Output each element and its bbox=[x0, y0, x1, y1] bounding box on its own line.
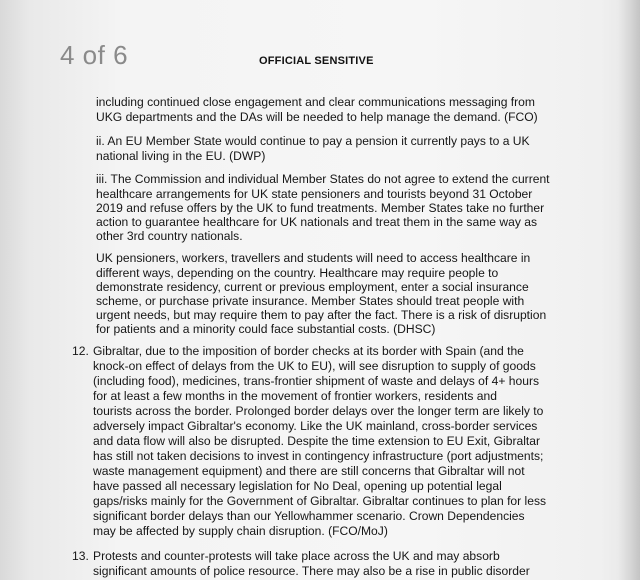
text-line: UK pensioners, workers, travellers and students will need to access healthcare in bbox=[96, 251, 531, 265]
text-line: 2019 and refuse offers by the UK to fund treatments. Member States take no further bbox=[96, 201, 545, 215]
text-line: healthcare arrangements for UK state pensioners and tourists beyond 31 October bbox=[96, 187, 533, 201]
text-line: for patients and a minority could face substantial costs. (DHSC) bbox=[96, 322, 436, 336]
text-line: national living in the EU. (DWP) bbox=[96, 149, 266, 163]
text-line: for at least a few months in the movement of frontier workers, residents and bbox=[93, 389, 497, 403]
text-line: adversely impact Gibraltar's economy. Like the UK mainland, cross-border services bbox=[93, 419, 538, 433]
text-line: and data flow will also be disrupted. Despite the time extension to EU Exit, Gibraltar bbox=[93, 434, 541, 448]
text-line: (including food), medicines, trans-frontier shipment of waste and delays of 4+ hours bbox=[93, 374, 540, 388]
classification-header: OFFICIAL SENSITIVE bbox=[259, 55, 374, 67]
text-line: has still not taken decisions to invest in contingency infrastructure (port adjustments; bbox=[93, 449, 544, 463]
text-line: Gibraltar, due to the imposition of border checks at its border with Spain (and the bbox=[93, 344, 524, 358]
text-line: including continued close engagement and clear communications messaging from bbox=[96, 95, 535, 109]
page-counter: 4 of 6 bbox=[60, 40, 129, 70]
text-line: scheme, or purchase private insurance. Member States should treat people with bbox=[96, 294, 525, 308]
text-line: urgent needs, but may require them to pay after the fact. There is a risk of disruption bbox=[96, 308, 547, 322]
text-line: other 3rd country nationals. bbox=[96, 229, 243, 243]
page-edge-shadow bbox=[618, 0, 640, 580]
item-number: 12. bbox=[72, 344, 89, 358]
text-line: Protests and counter-protests will take place across the UK and may absorb bbox=[93, 549, 500, 563]
text-line: may be affected by supply chain disruption. (FCO/MoJ) bbox=[93, 524, 388, 538]
text-line: action to guarantee healthcare for UK nationals and treat them in the same way as bbox=[96, 215, 538, 229]
text-line: significant border delays than our Yellowhammer scenario. Crown Dependencies bbox=[93, 509, 525, 523]
text-line: different ways, depending on the country. Healthcare may require people to bbox=[96, 266, 499, 280]
text-line: UKG departments and the DAs will be needed to help manage the demand. (FCO) bbox=[96, 110, 538, 124]
item-number: 13. bbox=[72, 549, 89, 563]
text-line: ii. An EU Member State would continue to pay a pension it currently pays to a UK bbox=[96, 134, 530, 148]
text-line: tourists across the border. Prolonged border delays over the longer term are likely to bbox=[93, 404, 544, 418]
text-line: knock-on effect of delays from the UK to EU), will see disruption to supply of goods bbox=[93, 359, 536, 373]
text-line: iii. The Commission and individual Member States do not agree to extend the current bbox=[96, 172, 550, 186]
text-line: demonstrate residency, current or previous employment, enter a social insurance bbox=[96, 280, 529, 294]
text-line: significant amounts of police resource. There may also be a rise in public disorder bbox=[93, 564, 530, 578]
text-line: have passed all necessary legislation for No Deal, opening up potential legal bbox=[93, 479, 502, 493]
text-line: gaps/risks mainly for the Government of Gibraltar. Gibraltar continues to plan for less bbox=[93, 494, 547, 508]
text-line: waste management equipment) and there are still concerns that Gibraltar will not bbox=[93, 464, 525, 478]
